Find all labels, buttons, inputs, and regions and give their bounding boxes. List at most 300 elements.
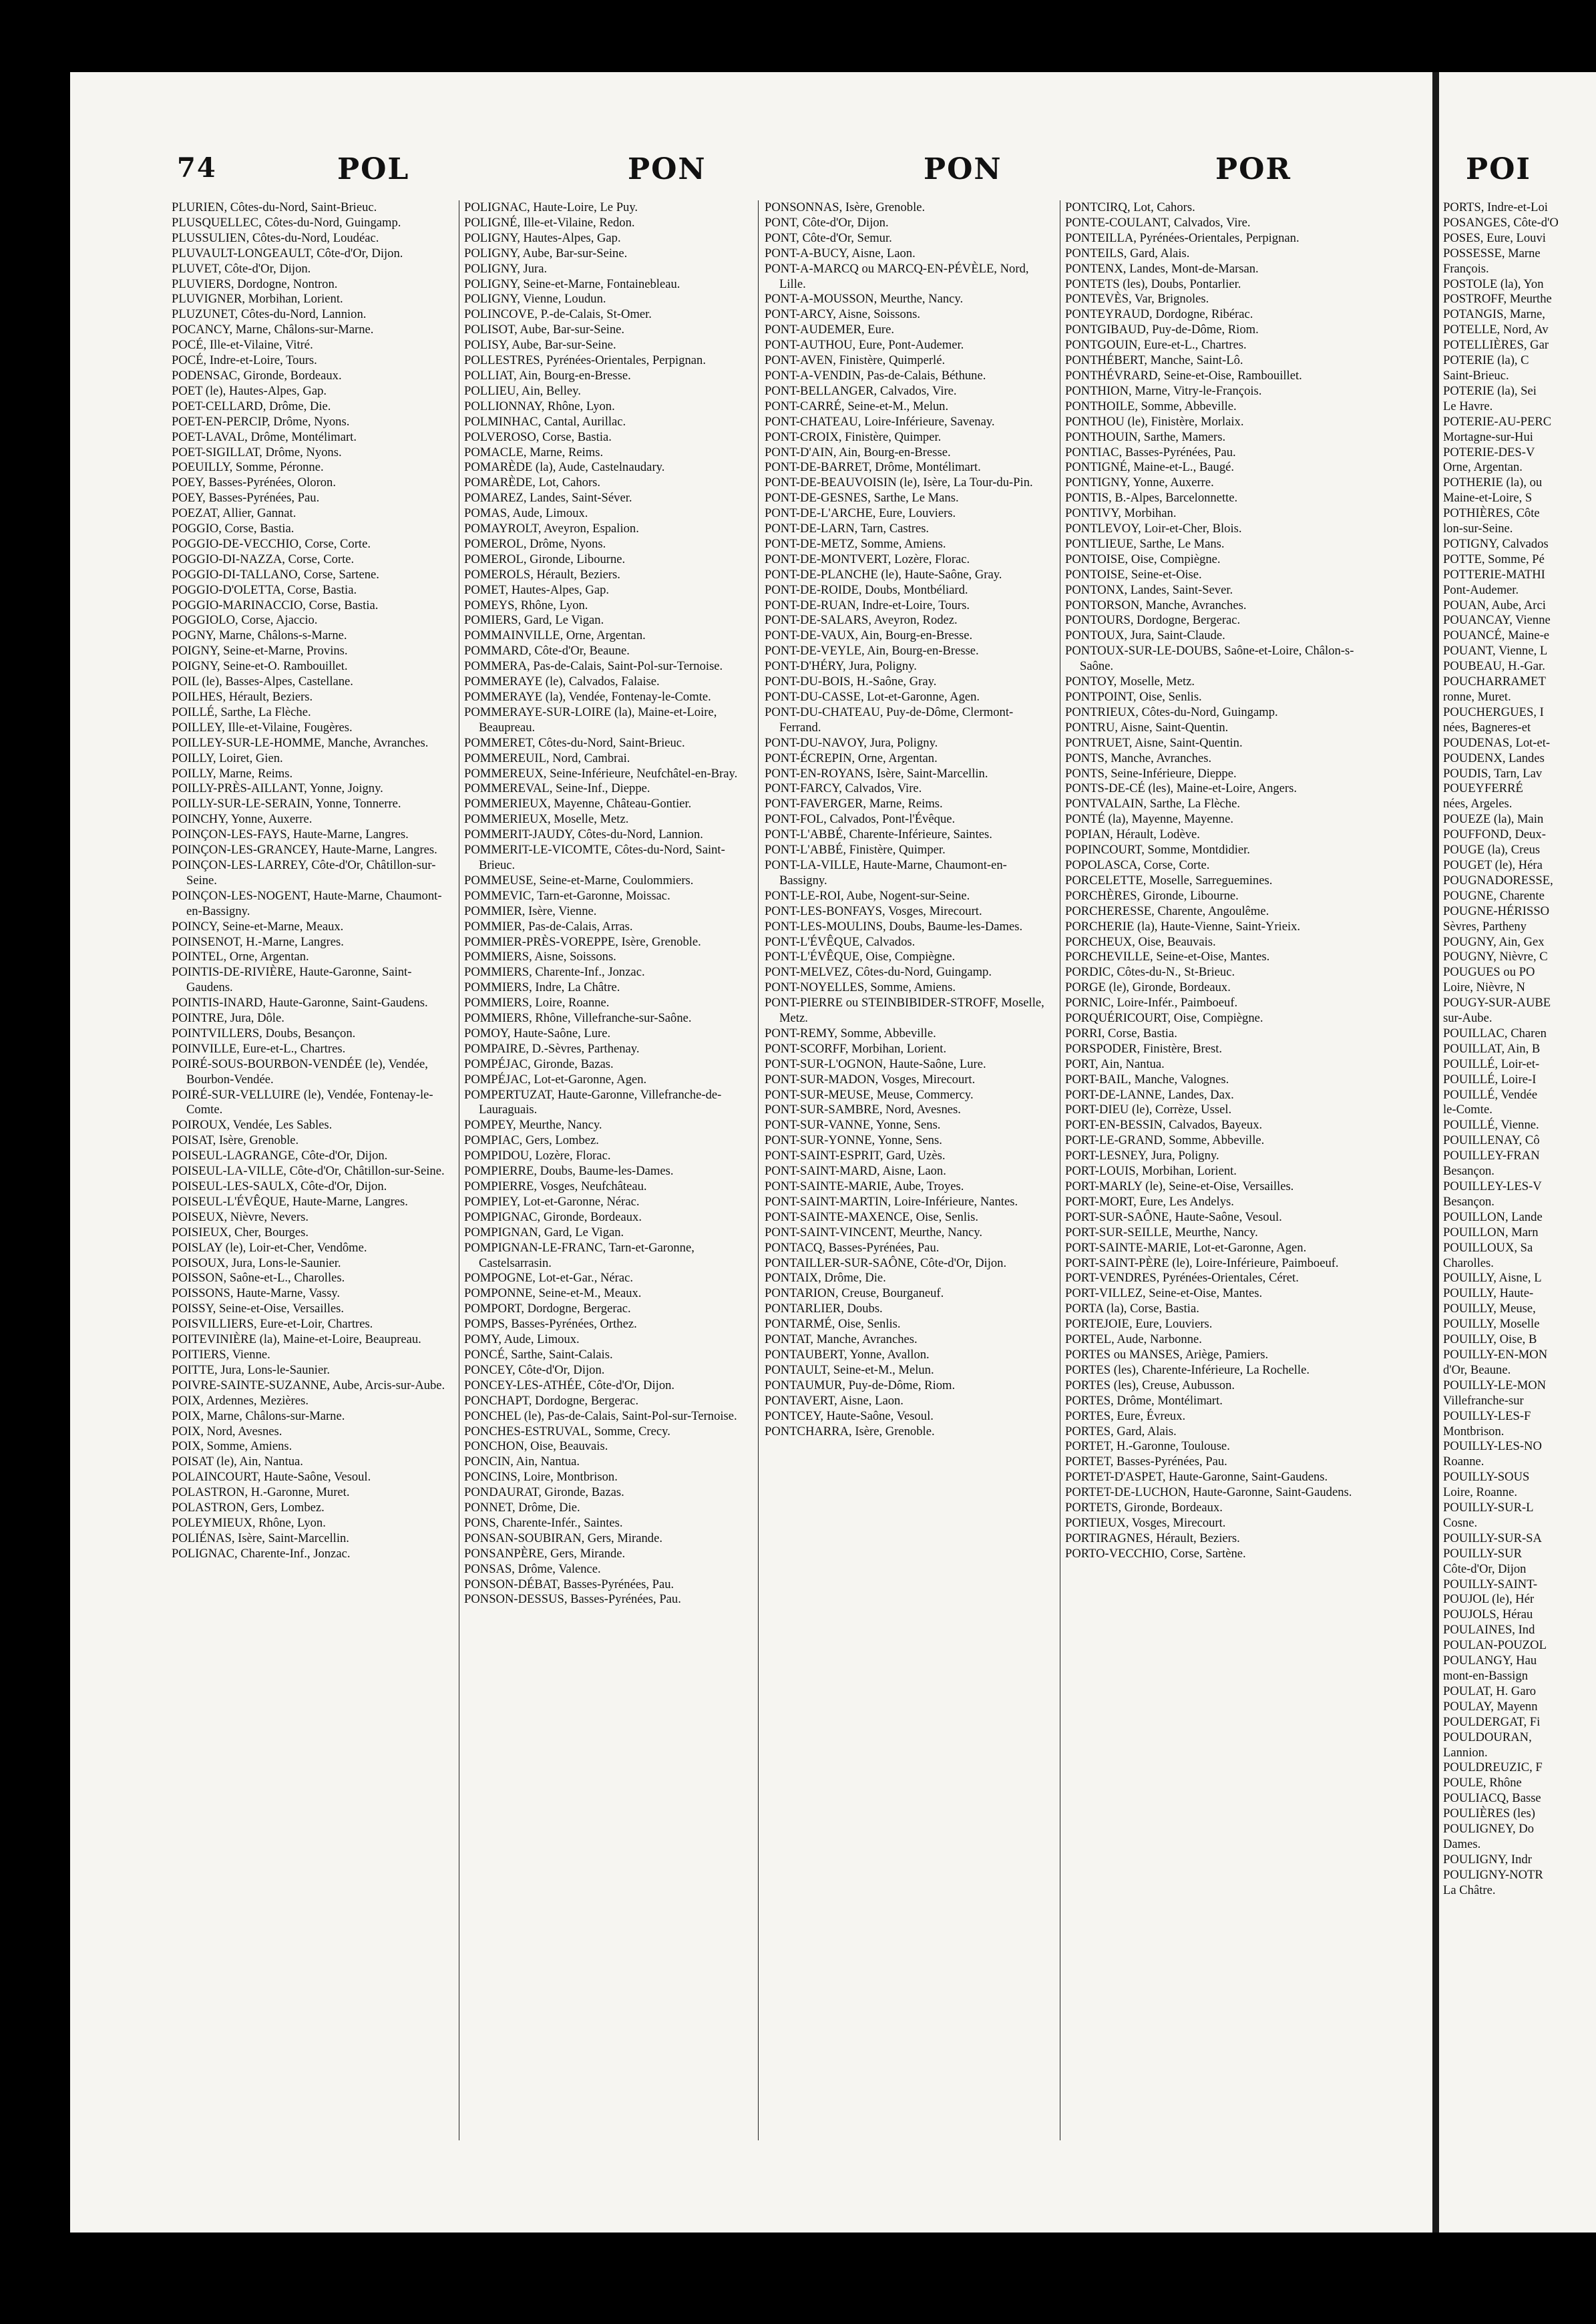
next-page-entry: Pont-Audemer. [1443, 582, 1519, 597]
next-page-entry: nées, Bagneres-et [1443, 720, 1531, 735]
dictionary-entry: POGGIO-DE-VECCHIO, Corse, Corte. [172, 536, 371, 551]
next-page-entry: POULIGNY, Indr [1443, 1852, 1532, 1867]
next-page-entry: POULANGY, Hau [1443, 1654, 1537, 1668]
dictionary-entry: PONT-CARRÉ, Seine-et-M., Melun. [765, 399, 949, 413]
next-page-entry: POUGY-SUR-AUBE [1443, 996, 1551, 1010]
next-page-entry: Mortagne-sur-Hui [1443, 429, 1533, 444]
dictionary-entry: POCÉ, Ille-et-Vilaine, Vitré. [172, 338, 313, 353]
next-page-entry: POUILLEY-LES-V [1443, 1179, 1542, 1193]
dictionary-entry: POGGIOLO, Corse, Ajaccio. [172, 613, 318, 628]
dictionary-entry: POMMEVIC, Tarn-et-Garonne, Moissac. [464, 888, 670, 903]
next-page-entry: POUCHERGUES, I [1443, 705, 1544, 719]
dictionary-entry: POISEUX, Nièvre, Nevers. [172, 1209, 309, 1224]
next-page-entry: POTERIE (la), C [1443, 353, 1529, 368]
next-page-entry: POTHIÈRES, Côte [1443, 506, 1540, 521]
dictionary-entry: PONT-BELLANGER, Calvados, Vire. [765, 383, 957, 398]
dictionary-entry: PONTGOUIN, Eure-et-L., Chartres. [1065, 338, 1247, 353]
next-page-entry: POUGNE-HÉRISSO [1443, 904, 1550, 918]
dictionary-entry: POISSONS, Haute-Marne, Vassy. [172, 1286, 341, 1301]
dictionary-entry: PONTIVY, Morbihan. [1065, 506, 1177, 521]
dictionary-entry: POMMAINVILLE, Orne, Argentan. [464, 628, 646, 643]
next-page-entry: POUILLON, Marn [1443, 1225, 1539, 1239]
dictionary-entry: POMMEREVAL, Seine-Inf., Dieppe. [464, 781, 650, 796]
next-page-entry: POUGUES ou PO [1443, 965, 1535, 980]
dictionary-entry: POINCHY, Yonne, Auxerre. [172, 812, 313, 827]
dictionary-entry: PORDIC, Côtes-du-N., St-Brieuc. [1065, 965, 1235, 980]
dictionary-entry: POINTRE, Jura, Dôle. [172, 1011, 284, 1026]
dictionary-entry: PONT-SAINT-MARTIN, Loire-Inférieure, Nantes. [765, 1194, 1018, 1209]
dictionary-entry: PONTETS (les), Doubs, Pontarlier. [1065, 276, 1241, 291]
dictionary-entry: POLIGNY, Jura. [464, 261, 548, 276]
dictionary-entry: PONT-L'ÉVÊQUE, Calvados. [765, 934, 916, 949]
dictionary-entry: PORTES, Drôme, Montélimart. [1065, 1393, 1223, 1408]
running-head-2: PON [628, 152, 707, 186]
dictionary-entry: POIGNY, Seine-et-Marne, Provins. [172, 644, 348, 658]
dictionary-entry: POGGIO-DI-NAZZA, Corse, Corte. [172, 552, 355, 566]
next-page-entry: POUDENAS, Lot-et- [1443, 735, 1551, 750]
next-page-entry: POSES, Eure, Louvi [1443, 230, 1546, 245]
dictionary-entry: PONT-SAINTE-MARIE, Aube, Troyes. [765, 1179, 964, 1193]
dictionary-entry: POILLEY, Ille-et-Vilaine, Fougères. [172, 720, 353, 735]
dictionary-entry: PORTES (les), Charente-Inférieure, La Rochelle. [1065, 1362, 1310, 1377]
dictionary-entry: POMMIERS, Loire, Roanne. [464, 996, 610, 1010]
dictionary-entry: POINSENOT, H.-Marne, Langres. [172, 934, 344, 949]
dictionary-entry: POINCY, Seine-et-Marne, Meaux. [172, 919, 344, 934]
next-page-entry: POUAN, Aube, Arci [1443, 598, 1546, 612]
dictionary-entry: POMMERIT-JAUDY, Côtes-du-Nord, Lannion. [464, 827, 703, 842]
dictionary-entry: PORTIEUX, Vosges, Mirecourt. [1065, 1515, 1226, 1530]
dictionary-entry: POMPIEY, Lot-et-Garonne, Nérac. [464, 1194, 640, 1209]
dictionary-entry: POITTE, Jura, Lons-le-Saunier. [172, 1362, 331, 1377]
dictionary-entry: PONT-A-BUCY, Aisne, Laon. [765, 246, 916, 260]
next-page-column [1439, 200, 1596, 2197]
dictionary-entry: POMMERAYE (le), Calvados, Falaise. [464, 674, 660, 689]
dictionary-entry: PONT-DU-CHATEAU, Puy-de-Dôme, Clermont-Ferrand. [765, 705, 1014, 735]
dictionary-entry: PORTET-D'ASPET, Haute-Garonne, Saint-Gaudens. [1065, 1470, 1328, 1485]
dictionary-entry: PONT-SUR-MEUSE, Meuse, Commercy. [765, 1087, 974, 1102]
dictionary-entry: POMPIERRE, Vosges, Neufchâteau. [464, 1179, 647, 1193]
dictionary-entry: POIX, Ardennes, Mezières. [172, 1393, 309, 1408]
next-page-entry: POUILLY, Haute- [1443, 1286, 1534, 1301]
dictionary-entry: PORT-SAINTE-MARIE, Lot-et-Garonne, Agen. [1065, 1240, 1307, 1255]
next-page-entry: Orne, Argentan. [1443, 460, 1523, 475]
dictionary-entry: PONT-PIERRE ou STEINBIBIDER-STROFF, Moselle, Metz. [765, 996, 1044, 1026]
dictionary-entry: PONT-A-MOUSSON, Meurthe, Nancy. [765, 292, 964, 307]
next-page-entry: Côte-d'Or, Dijon [1443, 1561, 1527, 1576]
dictionary-entry: PONNET, Drôme, Die. [464, 1501, 580, 1515]
dictionary-entry: PONT-NOYELLES, Somme, Amiens. [765, 980, 956, 995]
dictionary-entry: PONT-DE-BEAUVOISIN (le), Isère, La Tour-du-Pin. [765, 475, 1033, 490]
dictionary-entry: PORT-SUR-SEILLE, Meurthe, Nancy. [1065, 1225, 1258, 1239]
dictionary-page [70, 72, 1432, 2233]
dictionary-entry: POITEVINIÈRE (la), Maine-et-Loire, Beaupreau. [172, 1332, 421, 1347]
dictionary-entry: POMACLE, Marne, Reims. [464, 445, 604, 459]
next-page-entry: POUILLY, Oise, B [1443, 1332, 1537, 1347]
dictionary-entry: POMEROL, Drôme, Nyons. [464, 536, 606, 551]
next-page-entry: POSTOLE (la), Yon [1443, 276, 1544, 291]
dictionary-entry: PONTRU, Aisne, Saint-Quentin. [1065, 720, 1229, 735]
dictionary-entry: POLIGNAC, Charente-Inf., Jonzac. [172, 1546, 351, 1561]
dictionary-entry: POMPOGNE, Lot-et-Gar., Nérac. [464, 1271, 634, 1286]
next-page-entry: POUILLÉ, Loire-I [1443, 1072, 1537, 1087]
dictionary-entry: PONSON-DESSUS, Basses-Pyrénées, Pau. [464, 1592, 681, 1607]
dictionary-entry: POMMERA, Pas-de-Calais, Saint-Pol-sur-Ternoise. [464, 659, 723, 674]
dictionary-entry: PONT-SAINT-VINCENT, Meurthe, Nancy. [765, 1225, 983, 1239]
dictionary-entry: POMMIER, Isère, Vienne. [464, 904, 597, 918]
dictionary-entry: POGGIO, Corse, Bastia. [172, 522, 294, 536]
dictionary-entry: PONT-REMY, Somme, Abbeville. [765, 1026, 936, 1040]
dictionary-entry: PONCEY-LES-ATHÉE, Côte-d'Or, Dijon. [464, 1378, 675, 1392]
dictionary-entry: POCANCY, Marne, Châlons-sur-Marne. [172, 323, 374, 337]
dictionary-entry: PONTS-DE-CÉ (les), Maine-et-Loire, Angers. [1065, 781, 1297, 796]
next-page-entry: Cosne. [1443, 1515, 1478, 1530]
next-page-entry: Besançon. [1443, 1194, 1494, 1209]
next-page-entry: POUILLY-SUR-SA [1443, 1531, 1542, 1545]
dictionary-entry: PONT-AUTHOU, Eure, Pont-Audemer. [765, 338, 964, 353]
dictionary-entry: PONT-A-MARCQ ou MARCQ-EN-PÉVÈLE, Nord, Lille. [765, 261, 1029, 291]
dictionary-entry: POLVEROSO, Corse, Bastia. [464, 429, 612, 444]
dictionary-entry: PONSAS, Drôme, Valence. [464, 1561, 601, 1576]
next-page-entry: POUILLENAY, Cô [1443, 1133, 1540, 1148]
next-page-entry: POTERIE-DES-V [1443, 445, 1535, 459]
dictionary-entry: PONT-SCORFF, Morbihan, Lorient. [765, 1041, 947, 1056]
dictionary-entry: PONCHON, Oise, Beauvais. [464, 1439, 608, 1454]
page-number: 74 [177, 152, 217, 184]
dictionary-entry: PONTONX, Landes, Saint-Sever. [1065, 582, 1233, 597]
dictionary-entry: POET-EN-PERCIP, Drôme, Nyons. [172, 414, 350, 429]
dictionary-entry: PORGE (le), Gironde, Bordeaux. [1065, 980, 1231, 995]
next-page-entry: POUILLY-LES-NO [1443, 1439, 1542, 1454]
next-page-entry: POULIACQ, Basse [1443, 1791, 1541, 1806]
next-page-entry: ronne, Muret. [1443, 690, 1511, 704]
next-page-entry: POTERIE-AU-PERC [1443, 414, 1552, 429]
dictionary-entry: PORTEJOIE, Eure, Louviers. [1065, 1317, 1213, 1332]
dictionary-entry: POLLIEU, Ain, Belley. [464, 383, 581, 398]
dictionary-entry: PONTAUMUR, Puy-de-Dôme, Riom. [765, 1378, 956, 1392]
dictionary-entry: POISAT, Isère, Grenoble. [172, 1133, 299, 1148]
column-2 [464, 200, 751, 2197]
next-page-entry: POULIGNEY, Do [1443, 1822, 1535, 1836]
dictionary-entry: PONCIN, Ain, Nantua. [464, 1455, 580, 1469]
dictionary-entry: POLASTRON, Gers, Lombez. [172, 1501, 325, 1515]
dictionary-entry: PONTÉ (la), Mayenne, Mayenne. [1065, 812, 1233, 827]
dictionary-entry: POIVRE-SAINTE-SUZANNE, Aube, Arcis-sur-Aube. [172, 1378, 445, 1392]
dictionary-entry: POLINCOVE, P.-de-Calais, St-Omer. [464, 307, 652, 322]
dictionary-entry: PLURIEN, Côtes-du-Nord, Saint-Brieuc. [172, 200, 377, 214]
column-4 [1065, 200, 1359, 2197]
dictionary-entry: POLIÉNAS, Isère, Saint-Marcellin. [172, 1531, 349, 1545]
dictionary-entry: PONTCIRQ, Lot, Cahors. [1065, 200, 1195, 214]
dictionary-entry: PORCELETTE, Moselle, Sarreguemines. [1065, 873, 1273, 888]
dictionary-entry: POINÇON-LES-GRANCEY, Haute-Marne, Langres. [172, 843, 437, 857]
dictionary-entry: PONCHEL (le), Pas-de-Calais, Saint-Pol-sur-Ternoise. [464, 1408, 737, 1423]
dictionary-entry: PONT-L'ABBÉ, Charente-Inférieure, Saintes. [765, 827, 992, 842]
next-page-entry: nées, Argeles. [1443, 797, 1513, 811]
dictionary-entry: PORCHERIE (la), Haute-Vienne, Saint-Yrieix. [1065, 919, 1301, 934]
dictionary-entry: POINTVILLERS, Doubs, Besançon. [172, 1026, 356, 1040]
next-page-entry: Besançon. [1443, 1164, 1494, 1179]
dictionary-entry: POLIGNAC, Haute-Loire, Le Puy. [464, 200, 638, 214]
dictionary-entry: POINTIS-DE-RIVIÈRE, Haute-Garonne, Saint-Gaudens. [172, 965, 412, 995]
dictionary-entry: PONSONNAS, Isère, Grenoble. [765, 200, 926, 214]
dictionary-entry: POMPÉJAC, Gironde, Bazas. [464, 1056, 614, 1071]
dictionary-entry: POMPONNE, Seine-et-M., Meaux. [464, 1286, 642, 1301]
next-page-entry: POULAN-POUZOL [1443, 1638, 1547, 1653]
next-page-entry: POUGE (la), Creus [1443, 843, 1541, 857]
dictionary-entry: POGNY, Marne, Châlons-s-Marne. [172, 628, 347, 643]
dictionary-entry: POILLEY-SUR-LE-HOMME, Manche, Avranches. [172, 735, 429, 750]
dictionary-entry: POISEUL-LES-SAULX, Côte-d'Or, Dijon. [172, 1179, 387, 1193]
dictionary-entry: POMPIERRE, Doubs, Baume-les-Dames. [464, 1164, 674, 1179]
dictionary-entry: PONT-DU-NAVOY, Jura, Poligny. [765, 735, 938, 750]
next-page-entry: POUILLAC, Charen [1443, 1026, 1547, 1040]
dictionary-entry: POMMERAYE (la), Vendée, Fontenay-le-Comte. [464, 690, 711, 704]
dictionary-entry: POIROUX, Vendée, Les Sables. [172, 1118, 333, 1133]
dictionary-entry: PORQUÉRICOURT, Oise, Compiègne. [1065, 1011, 1263, 1026]
dictionary-entry: PORT-SUR-SAÔNE, Haute-Saône, Vesoul. [1065, 1209, 1282, 1224]
dictionary-entry: POLMINHAC, Cantal, Aurillac. [464, 414, 626, 429]
dictionary-entry: POEZAT, Allier, Gannat. [172, 506, 296, 521]
dictionary-entry: PONT-SUR-MADON, Vosges, Mirecourt. [765, 1072, 976, 1087]
dictionary-entry: PONCEY, Côte-d'Or, Dijon. [464, 1362, 605, 1377]
next-page-entry: POULAT, H. Garo [1443, 1684, 1537, 1698]
dictionary-entry: POLLIONNAY, Rhône, Lyon. [464, 399, 615, 413]
dictionary-entry: POIRÉ-SUR-VELLUIRE (le), Vendée, Fontenay-le-Comte. [172, 1087, 433, 1117]
dictionary-entry: POMOY, Haute-Saône, Lure. [464, 1026, 611, 1040]
dictionary-entry: PORTEL, Aude, Narbonne. [1065, 1332, 1202, 1347]
dictionary-entry: PONT-SUR-L'OGNON, Haute-Saône, Lure. [765, 1056, 986, 1071]
dictionary-entry: PONTAT, Manche, Avranches. [765, 1332, 918, 1347]
dictionary-entry: PORT-EN-BESSIN, Calvados, Bayeux. [1065, 1118, 1263, 1133]
dictionary-entry: PONT-DE-METZ, Somme, Amiens. [765, 536, 946, 551]
dictionary-entry: PORT-VENDRES, Pyrénées-Orientales, Céret. [1065, 1271, 1299, 1286]
next-page-entry: POUILLÉ, Loir-et- [1443, 1056, 1540, 1071]
dictionary-entry: PORTA (la), Corse, Bastia. [1065, 1302, 1199, 1316]
dictionary-entry: POLIGNY, Hautes-Alpes, Gap. [464, 230, 621, 245]
dictionary-entry: PONT-SAINT-MARD, Aisne, Laon. [765, 1164, 946, 1179]
next-page-entry: POTELLE, Nord, Av [1443, 323, 1549, 337]
next-page-entry: POTIGNY, Calvados [1443, 536, 1549, 551]
dictionary-entry: POITIERS, Vienne. [172, 1347, 270, 1362]
dictionary-entry: POISAT (le), Ain, Nantua. [172, 1455, 303, 1469]
next-page-fragment [1439, 72, 1596, 2233]
dictionary-entry: POPIAN, Hérault, Lodève. [1065, 827, 1200, 842]
dictionary-entry: PONSANPÈRE, Gers, Mirande. [464, 1546, 626, 1561]
next-page-entry: POULDERGAT, Fi [1443, 1714, 1541, 1729]
dictionary-entry: PONTENX, Landes, Mont-de-Marsan. [1065, 261, 1259, 276]
dictionary-entry: POMEROL, Gironde, Libourne. [464, 552, 626, 566]
dictionary-entry: POMPORT, Dordogne, Bergerac. [464, 1302, 631, 1316]
next-page-entry: POTANGIS, Marne, [1443, 307, 1545, 322]
dictionary-entry: POET-SIGILLAT, Drôme, Nyons. [172, 445, 342, 459]
next-page-entry: POULIÈRES (les) [1443, 1806, 1535, 1821]
dictionary-entry: POMMERIT-LE-VICOMTE, Côtes-du-Nord, Saint-Brieuc. [464, 843, 725, 872]
dictionary-entry: PONTARMÉ, Oise, Senlis. [765, 1317, 901, 1332]
dictionary-entry: PONTHOUIN, Sarthe, Mamers. [1065, 429, 1226, 444]
dictionary-entry: PONT-DE-SALARS, Aveyron, Rodez. [765, 613, 958, 628]
dictionary-entry: POIX, Marne, Châlons-sur-Marne. [172, 1408, 345, 1423]
dictionary-entry: POMMIERS, Rhône, Villefranche-sur-Saône. [464, 1011, 692, 1026]
next-page-entry: Sèvres, Partheny [1443, 919, 1527, 934]
next-page-entry: sur-Aube. [1443, 1011, 1492, 1026]
dictionary-entry: PONT-DE-VEYLE, Ain, Bourg-en-Bresse. [765, 644, 979, 658]
dictionary-entry: POLISY, Aube, Bar-sur-Seine. [464, 338, 616, 353]
dictionary-entry: PORTET-DE-LUCHON, Haute-Garonne, Saint-Gaudens. [1065, 1485, 1352, 1500]
dictionary-entry: PONTOY, Moselle, Metz. [1065, 674, 1195, 689]
next-page-entry: POUILLY-EN-MON [1443, 1347, 1548, 1362]
dictionary-entry: PONTRUET, Aisne, Saint-Quentin. [1065, 735, 1243, 750]
next-page-entry: POUDIS, Tarn, Lav [1443, 766, 1543, 781]
dictionary-entry: PONT-DE-LARN, Tarn, Castres. [765, 522, 930, 536]
column-3 [765, 200, 1052, 2197]
dictionary-entry: POMPIGNAN, Gard, Le Vigan. [464, 1225, 624, 1239]
dictionary-entry: PORTES, Eure, Évreux. [1065, 1408, 1186, 1423]
dictionary-entry: PONTHOU (le), Finistère, Morlaix. [1065, 414, 1244, 429]
dictionary-entry: PLUSSULIEN, Côtes-du-Nord, Loudéac. [172, 230, 379, 245]
dictionary-entry: PONTVALAIN, Sarthe, La Flèche. [1065, 797, 1240, 811]
dictionary-entry: POMET, Hautes-Alpes, Gap. [464, 582, 610, 597]
dictionary-entry: PONDAURAT, Gironde, Bazas. [464, 1485, 624, 1500]
dictionary-entry: PONTORSON, Manche, Avranches. [1065, 598, 1247, 612]
dictionary-entry: PONTARION, Creuse, Bourganeuf. [765, 1286, 944, 1301]
dictionary-entry: PONT-FAVERGER, Marne, Reims. [765, 797, 943, 811]
dictionary-entry: PONT-SAINT-ESPRIT, Gard, Uzès. [765, 1149, 946, 1163]
dictionary-entry: POINVILLE, Eure-et-L., Chartres. [172, 1041, 346, 1056]
next-page-entry: POUGNE, Charente [1443, 888, 1545, 903]
dictionary-entry: POMPIAC, Gers, Lombez. [464, 1133, 599, 1148]
next-page-entry: le-Comte. [1443, 1103, 1492, 1117]
next-page-entry: POUILLÉ, Vienne. [1443, 1118, 1539, 1133]
dictionary-entry: PORT-DIEU (le), Corrèze, Ussel. [1065, 1103, 1232, 1117]
next-page-head: POI [1466, 152, 1531, 186]
dictionary-entry: PONT-DE-BARRET, Drôme, Montélimart. [765, 460, 981, 475]
dictionary-entry: POMMIERS, Indre, La Châtre. [464, 980, 620, 995]
dictionary-entry: POISIEUX, Cher, Bourges. [172, 1225, 309, 1239]
dictionary-entry: PONTPOINT, Oise, Senlis. [1065, 690, 1202, 704]
dictionary-entry: PONTACQ, Basses-Pyrénées, Pau. [765, 1240, 940, 1255]
dictionary-entry: PONT-AVEN, Finistère, Quimperlé. [765, 353, 946, 368]
next-page-entry: POUDENX, Landes [1443, 751, 1545, 765]
dictionary-entry: PONTHÉBERT, Manche, Saint-Lô. [1065, 353, 1243, 368]
dictionary-entry: POMMERIEUX, Moselle, Metz. [464, 812, 629, 827]
dictionary-entry: POLEYMIEUX, Rhône, Lyon. [172, 1515, 326, 1530]
dictionary-entry: POMPAIRE, D.-Sèvres, Parthenay. [464, 1041, 640, 1056]
next-page-entry: POUILLY-SUR [1443, 1546, 1522, 1561]
dictionary-entry: POISLAY (le), Loir-et-Cher, Vendôme. [172, 1240, 367, 1255]
next-page-entry: POUILLY, Aisne, L [1443, 1271, 1542, 1286]
dictionary-entry: PORTET, H.-Garonne, Toulouse. [1065, 1439, 1230, 1454]
dictionary-entry: PONT-LA-VILLE, Haute-Marne, Chaumont-en-Bassigny. [765, 857, 1007, 888]
dictionary-entry: POILLY-SUR-LE-SERAIN, Yonne, Tonnerre. [172, 797, 401, 811]
next-page-entry: POTELLIÈRES, Gar [1443, 338, 1549, 353]
dictionary-entry: PONTIAC, Basses-Pyrénées, Pau. [1065, 445, 1236, 459]
dictionary-entry: POEY, Basses-Pyrénées, Pau. [172, 491, 320, 506]
dictionary-entry: PONT-LES-BONFAYS, Vosges, Mirecourt. [765, 904, 982, 918]
next-page-entry: Charolles. [1443, 1255, 1494, 1270]
dictionary-entry: PONT-DU-BOIS, H.-Saône, Gray. [765, 674, 937, 689]
dictionary-entry: POMAS, Aude, Limoux. [464, 506, 588, 521]
dictionary-entry: POMPÉJAC, Lot-et-Garonne, Agen. [464, 1072, 647, 1087]
dictionary-entry: POLIGNY, Aube, Bar-sur-Seine. [464, 246, 628, 260]
dictionary-entry: PONTCEY, Haute-Saône, Vesoul. [765, 1408, 934, 1423]
dictionary-entry: PONT-D'HÉRY, Jura, Poligny. [765, 659, 917, 674]
running-head-1: POL [337, 152, 410, 186]
dictionary-entry: POMPIDOU, Lozère, Florac. [464, 1149, 611, 1163]
dictionary-entry: POINTEL, Orne, Argentan. [172, 950, 309, 964]
dictionary-entry: PONCÉ, Sarthe, Saint-Calais. [464, 1347, 613, 1362]
next-page-entry: Loire, Roanne. [1443, 1485, 1518, 1500]
dictionary-entry: PONT-FOL, Calvados, Pont-l'Évêque. [765, 812, 956, 827]
dictionary-entry: POINÇON-LES-NOGENT, Haute-Marne, Chaumont-en-Bassigny. [172, 888, 442, 918]
next-page-entry: POUILLY, Moselle [1443, 1317, 1540, 1332]
dictionary-entry: PONSAN-SOUBIRAN, Gers, Mirande. [464, 1531, 662, 1545]
dictionary-entry: PONT-DE-PLANCHE (le), Haute-Saône, Gray. [765, 567, 1002, 582]
next-page-entry: Loire, Nièvre, N [1443, 980, 1525, 995]
dictionary-entry: PORT-LOUIS, Morbihan, Lorient. [1065, 1164, 1237, 1179]
next-page-entry: La Châtre. [1443, 1883, 1496, 1897]
dictionary-entry: POMMIER, Pas-de-Calais, Arras. [464, 919, 633, 934]
next-page-entry: POUGNY, Ain, Gex [1443, 934, 1545, 949]
dictionary-entry: PONTEYRAUD, Dordogne, Ribérac. [1065, 307, 1253, 322]
dictionary-entry: PLUVIERS, Dordogne, Nontron. [172, 276, 338, 291]
next-page-entry: POUILLY, Meuse, [1443, 1302, 1536, 1316]
dictionary-entry: POEUILLY, Somme, Péronne. [172, 460, 324, 475]
dictionary-entry: PONTAIX, Drôme, Die. [765, 1271, 886, 1286]
next-page-entry: POULAY, Mayenn [1443, 1699, 1538, 1714]
next-page-entry: Maine-et-Loire, S [1443, 491, 1533, 506]
dictionary-entry: PONT, Côte-d'Or, Semur. [765, 230, 892, 245]
dictionary-entry: PONTOUX-SUR-LE-DOUBS, Saône-et-Loire, Châlon-s-Saône. [1065, 644, 1354, 674]
dictionary-entry: POET-CELLARD, Drôme, Die. [172, 399, 331, 413]
next-page-entry: POTERIE (la), Sei [1443, 383, 1537, 398]
next-page-entry: POUEZE (la), Main [1443, 812, 1544, 827]
dictionary-entry: PORT-LESNEY, Jura, Poligny. [1065, 1149, 1219, 1163]
next-page-entry: Dames. [1443, 1836, 1481, 1851]
dictionary-entry: PONTIGNÉ, Maine-et-L., Baugé. [1065, 460, 1235, 475]
dictionary-entry: PONTOISE, Oise, Compiègne. [1065, 552, 1221, 566]
dictionary-entry: PONT-EN-ROYANS, Isère, Saint-Marcellin. [765, 766, 988, 781]
dictionary-entry: POLLESTRES, Pyrénées-Orientales, Perpignan. [464, 353, 706, 368]
next-page-entry: POUANCAY, Vienne [1443, 613, 1551, 628]
dictionary-entry: PONT-L'ABBÉ, Finistère, Quimper. [765, 843, 946, 857]
dictionary-entry: POISSY, Seine-et-Oise, Versailles. [172, 1302, 345, 1316]
dictionary-entry: PONT-FARCY, Calvados, Vire. [765, 781, 922, 796]
next-page-entry: POUGET (le), Héra [1443, 857, 1543, 872]
dictionary-entry: PONT-AUDEMER, Eure. [765, 323, 895, 337]
next-page-entry: POUILLY-SOUS [1443, 1470, 1530, 1485]
dictionary-entry: POPINCOURT, Somme, Montdidier. [1065, 843, 1250, 857]
dictionary-entry: POMAYROLT, Aveyron, Espalion. [464, 522, 639, 536]
dictionary-entry: PONTS, Seine-Inférieure, Dieppe. [1065, 766, 1237, 781]
next-page-entry: POUILLOUX, Sa [1443, 1240, 1533, 1255]
dictionary-entry: PORCHERESSE, Charente, Angoulême. [1065, 904, 1269, 918]
dictionary-entry: POMPIGNAC, Gironde, Bordeaux. [464, 1209, 642, 1224]
dictionary-entry: PORT-MARLY (le), Seine-et-Oise, Versailles. [1065, 1179, 1294, 1193]
next-page-entry: POTHERIE (la), ou [1443, 475, 1543, 490]
dictionary-entry: PLUVAULT-LONGEAULT, Côte-d'Or, Dijon. [172, 246, 403, 260]
next-page-entry: Saint-Brieuc. [1443, 368, 1509, 383]
dictionary-entry: POGGIO-DI-TALLANO, Corse, Sartene. [172, 567, 379, 582]
next-page-entry: POUILLY-SUR-L [1443, 1501, 1534, 1515]
next-page-entry: POULDOURAN, [1443, 1730, 1532, 1744]
running-head-3: PON [924, 152, 1002, 186]
next-page-entry: POUJOLS, Hérau [1443, 1607, 1533, 1622]
next-page-entry: POSANGES, Côte-d'O [1443, 215, 1559, 230]
dictionary-entry: PONTEILS, Gard, Alais. [1065, 246, 1190, 260]
dictionary-entry: POINTIS-INARD, Haute-Garonne, Saint-Gaudens. [172, 996, 428, 1010]
dictionary-entry: POMPERTUZAT, Haute-Garonne, Villefranche-de-Lauraguais. [464, 1087, 722, 1117]
next-page-entry: Lannion. [1443, 1745, 1488, 1760]
